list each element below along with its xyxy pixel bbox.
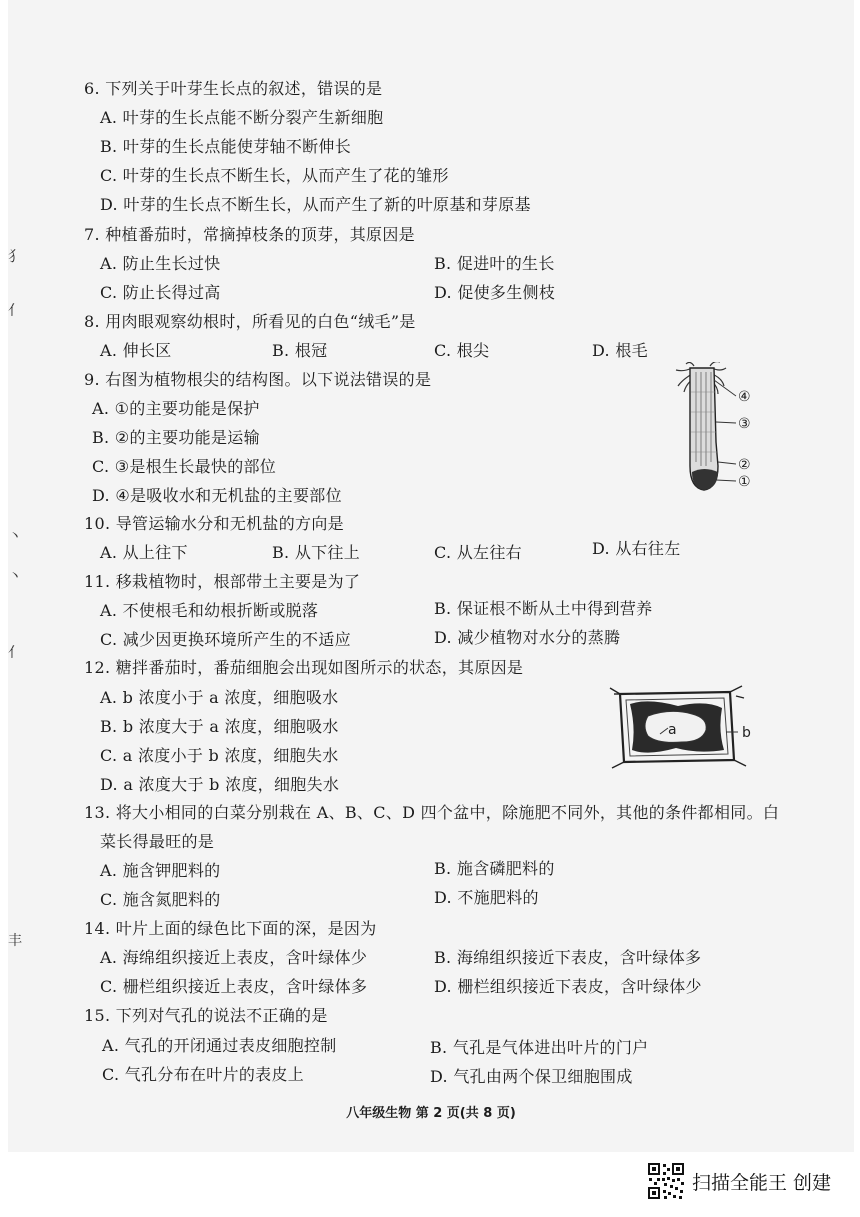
question-8-option-d[interactable]: D. 根毛 xyxy=(592,341,648,360)
qr-code-icon xyxy=(646,1161,686,1201)
question-10-option-b[interactable]: B. 从下往上 xyxy=(272,543,361,562)
question-9-option-d[interactable]: D. ④是吸收水和无机盐的主要部位 xyxy=(92,486,342,505)
question-9-option-a[interactable]: A. ①的主要功能是保护 xyxy=(92,399,260,418)
question-14-option-c[interactable]: C. 栅栏组织接近上表皮，含叶绿体多 xyxy=(100,977,368,996)
edge-mark: 亻 xyxy=(8,303,22,319)
question-15-option-c[interactable]: C. 气孔分布在叶片的表皮上 xyxy=(102,1065,305,1084)
question-12-option-d[interactable]: D. a 浓度大于 b 浓度，细胞失水 xyxy=(100,775,340,794)
question-10-stem: 10. 导管运输水分和无机盐的方向是 xyxy=(84,514,344,533)
exam-page xyxy=(8,0,854,1152)
question-8-option-b[interactable]: B. 根冠 xyxy=(272,341,328,360)
question-7-option-a[interactable]: A. 防止生长过快 xyxy=(100,254,221,273)
question-10-option-a[interactable]: A. 从上往下 xyxy=(100,543,188,562)
question-12-option-b[interactable]: B. b 浓度大于 a 浓度，细胞吸水 xyxy=(100,717,339,736)
question-12-option-c[interactable]: C. a 浓度小于 b 浓度，细胞失水 xyxy=(100,746,339,765)
question-6-stem: 6. 下列关于叶芽生长点的叙述，错误的是 xyxy=(84,79,383,98)
question-15-option-a[interactable]: A. 气孔的开闭通过表皮细胞控制 xyxy=(102,1036,337,1055)
question-11-stem: 11. 移栽植物时，根部带土主要是为了 xyxy=(84,572,361,591)
question-14-option-b[interactable]: B. 海绵组织接近下表皮，含叶绿体多 xyxy=(434,948,702,967)
question-9-option-b[interactable]: B. ②的主要功能是运输 xyxy=(92,428,260,447)
root-label-3: ③ xyxy=(738,416,751,432)
root-label-4: ④ xyxy=(738,389,751,405)
question-15-option-b[interactable]: B. 气孔是气体进出叶片的门户 xyxy=(430,1038,649,1057)
question-6-option-b[interactable]: B. 叶芽的生长点能使芽轴不断伸长 xyxy=(100,137,352,156)
question-13-option-a[interactable]: A. 施含钾肥料的 xyxy=(100,861,221,880)
question-13-option-d[interactable]: D. 不施肥料的 xyxy=(434,888,539,907)
cell-plasmolysis-figure xyxy=(608,684,758,770)
question-7-option-d[interactable]: D. 促使多生侧枝 xyxy=(434,283,556,302)
root-tip-figure xyxy=(664,362,764,498)
question-14-option-a[interactable]: A. 海绵组织接近上表皮，含叶绿体少 xyxy=(100,948,368,967)
question-7-option-b[interactable]: B. 促进叶的生长 xyxy=(434,254,555,273)
question-14-option-d[interactable]: D. 栅栏组织接近下表皮，含叶绿体少 xyxy=(434,977,702,996)
page-footer: 八年级生物 第 2 页(共 8 页) xyxy=(346,1106,516,1121)
root-label-1: ① xyxy=(738,474,751,490)
edge-mark: 亻 xyxy=(8,645,22,661)
question-13-stem-continued: 菜长得最旺的是 xyxy=(100,832,215,851)
question-11-option-c[interactable]: C. 减少因更换环境所产生的不适应 xyxy=(100,630,351,649)
question-6-option-d[interactable]: D. 叶芽的生长点不断生长，从而产生了新的叶原基和芽原基 xyxy=(100,195,531,214)
edge-mark: 丶 xyxy=(8,569,22,585)
question-8-stem: 8. 用肉眼观察幼根时，所看见的白色“绒毛”是 xyxy=(84,312,416,331)
question-6-option-a[interactable]: A. 叶芽的生长点能不断分裂产生新细胞 xyxy=(100,108,384,127)
question-14-stem: 14. 叶片上面的绿色比下面的深，是因为 xyxy=(84,919,377,938)
question-9-stem: 9. 右图为植物根尖的结构图。以下说法错误的是 xyxy=(84,370,432,389)
cell-label-a: a xyxy=(668,722,677,738)
edge-mark: 丶 xyxy=(8,529,22,545)
question-9-option-c[interactable]: C. ③是根生长最快的部位 xyxy=(92,457,277,476)
scanner-watermark xyxy=(646,1161,831,1201)
edge-mark: 犭 xyxy=(8,249,22,265)
question-12-stem: 12. 糖拌番茄时，番茄细胞会出现如图所示的状态，其原因是 xyxy=(84,658,524,677)
question-15-option-d[interactable]: D. 气孔由两个保卫细胞围成 xyxy=(430,1067,633,1086)
question-7-stem: 7. 种植番茄时，常摘掉枝条的顶芽，其原因是 xyxy=(84,225,415,244)
question-6-option-c[interactable]: C. 叶芽的生长点不断生长，从而产生了花的雏形 xyxy=(100,166,449,185)
edge-mark: 丰 xyxy=(8,933,22,949)
question-8-option-a[interactable]: A. 伸长区 xyxy=(100,341,172,360)
question-15-stem: 15. 下列对气孔的说法不正确的是 xyxy=(84,1006,328,1025)
question-11-option-a[interactable]: A. 不使根毛和幼根折断或脱落 xyxy=(100,601,319,620)
question-11-option-d[interactable]: D. 减少植物对水分的蒸腾 xyxy=(434,628,621,647)
scanner-watermark-text: 扫描全能王 创建 xyxy=(692,1171,832,1194)
question-13-option-c[interactable]: C. 施含氮肥料的 xyxy=(100,890,221,909)
question-10-option-c[interactable]: C. 从左往右 xyxy=(434,543,522,562)
root-label-2: ② xyxy=(738,457,751,473)
question-12-option-a[interactable]: A. b 浓度小于 a 浓度，细胞吸水 xyxy=(100,688,339,707)
question-7-option-c[interactable]: C. 防止长得过高 xyxy=(100,283,221,302)
question-13-stem: 13. 将大小相同的白菜分别栽在 A、B、C、D 四个盆中，除施肥不同外，其他的条件都相同。白 xyxy=(84,803,780,822)
question-8-option-c[interactable]: C. 根尖 xyxy=(434,341,490,360)
question-13-option-b[interactable]: B. 施含磷肥料的 xyxy=(434,859,555,878)
cell-label-b: b xyxy=(742,725,751,741)
question-10-option-d[interactable]: D. 从右往左 xyxy=(592,539,681,558)
question-11-option-b[interactable]: B. 保证根不断从土中得到营养 xyxy=(434,599,653,618)
